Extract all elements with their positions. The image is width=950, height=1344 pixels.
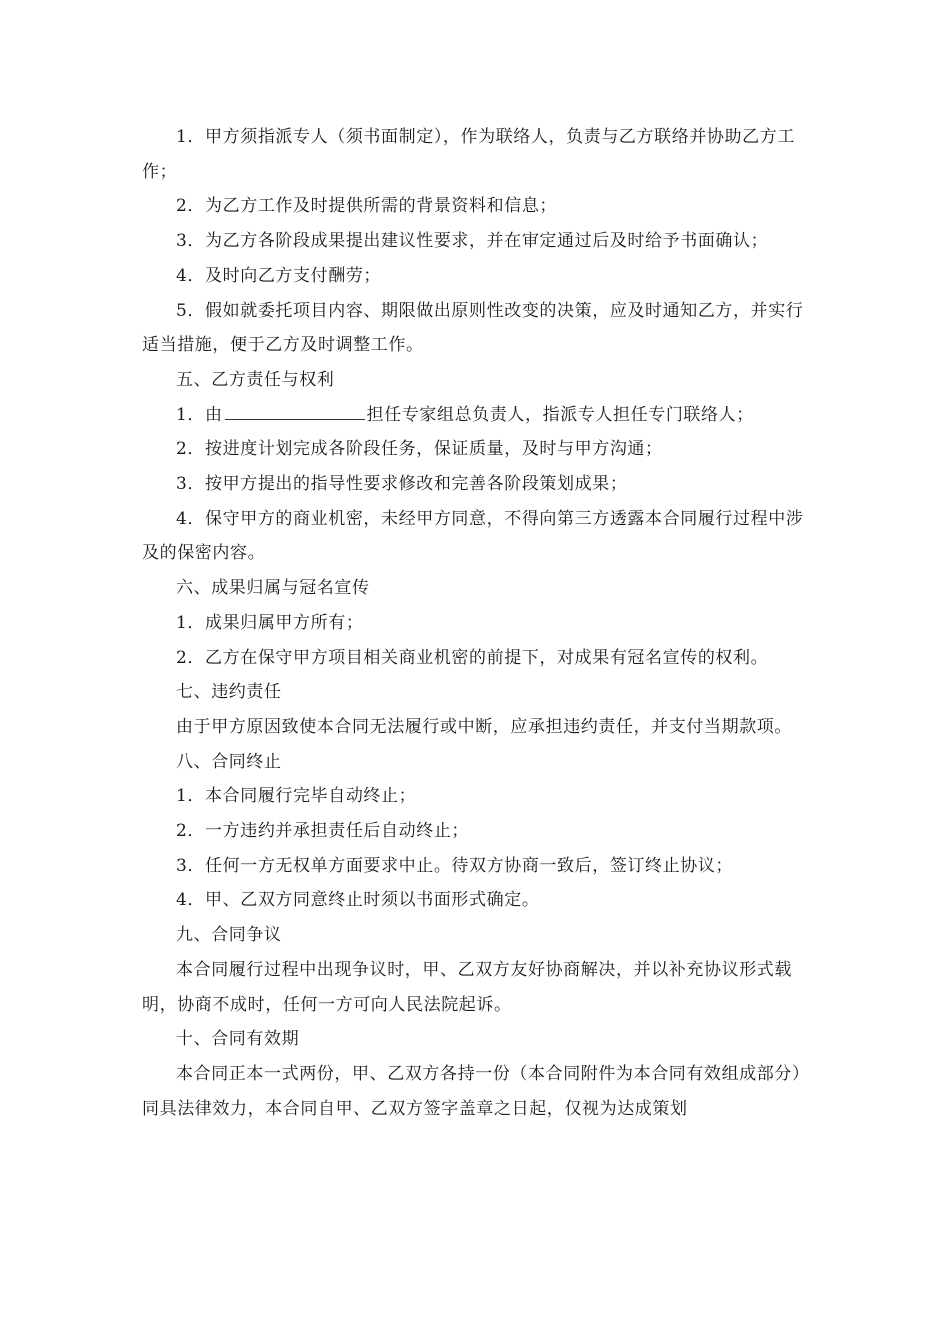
section-7-text: 由于甲方原因致使本合同无法履行或中断，应承担违约责任，并支付当期款项。 bbox=[176, 716, 792, 737]
section-6-item-1: 1．成果归属甲方所有； bbox=[176, 612, 364, 633]
section-5-item-1-suffix: 担任专家组总负责人，指派专人担任专门联络人； bbox=[366, 404, 754, 425]
section-10-text: 本合同正本一式两份，甲、乙双方各持一份（本合同附件为本合同有效组成部分）同具法律效力，本合同自甲、乙双方签字盖章之日起，仅视为达成策划 bbox=[142, 1063, 810, 1119]
section-5-item-1 bbox=[142, 398, 810, 433]
section-5-item-1-prefix: 1．由 bbox=[176, 404, 223, 425]
section-6-heading: 六、成果归属与冠名宣传 bbox=[176, 578, 370, 599]
section-8-item-4: 4．甲、乙双方同意终止时须以书面形式确定。 bbox=[176, 890, 540, 911]
section-7-heading: 七、违约责任 bbox=[176, 682, 282, 703]
section-8-heading: 八、合同终止 bbox=[176, 751, 282, 772]
section-6-item-2: 2．乙方在保守甲方项目相关商业机密的前提下，对成果有冠名宣传的权利。 bbox=[176, 647, 769, 668]
section-8-item-2: 2．一方违约并承担责任后自动终止； bbox=[176, 821, 470, 842]
section-9-heading: 九、合同争议 bbox=[176, 925, 282, 946]
document-body bbox=[142, 120, 810, 1126]
party-a-duty-3: 3．为乙方各阶段成果提出建议性要求，并在审定通过后及时给予书面确认； bbox=[176, 231, 769, 252]
section-9-text: 本合同履行过程中出现争议时，甲、乙双方友好协商解决，并以补充协议形式载明，协商不成时，任何一方可向人民法院起诉。 bbox=[142, 959, 792, 1015]
section-5-item-3: 3．按甲方提出的指导性要求修改和完善各阶段策划成果； bbox=[176, 474, 628, 495]
party-a-duty-4: 4．及时向乙方支付酬劳； bbox=[176, 265, 382, 286]
section-5-item-4: 4．保守甲方的商业机密，未经甲方同意，不得向第三方透露本合同履行过程中涉及的保密内容。 bbox=[142, 508, 804, 564]
name-blank-line bbox=[225, 401, 365, 420]
section-10-heading: 十、合同有效期 bbox=[176, 1029, 300, 1050]
party-a-duty-1: 1．甲方须指派专人（须书面制定），作为联络人，负责与乙方联络并协助乙方工作； bbox=[142, 127, 795, 182]
section-8-item-1: 1．本合同履行完毕自动终止； bbox=[176, 786, 417, 807]
section-5-heading: 五、乙方责任与权利 bbox=[176, 369, 335, 390]
party-a-duty-5: 5．假如就委托项目内容、期限做出原则性改变的决策，应及时通知乙方，并实行适当措施，便于乙方及时调整工作。 bbox=[142, 300, 804, 356]
party-a-duty-2: 2．为乙方工作及时提供所需的背景资料和信息； bbox=[176, 196, 558, 217]
section-5-item-2: 2．按进度计划完成各阶段任务，保证质量，及时与甲方沟通； bbox=[176, 439, 663, 460]
section-8-item-3: 3．任何一方无权单方面要求中止。待双方协商一致后，签订终止协议； bbox=[176, 855, 734, 876]
